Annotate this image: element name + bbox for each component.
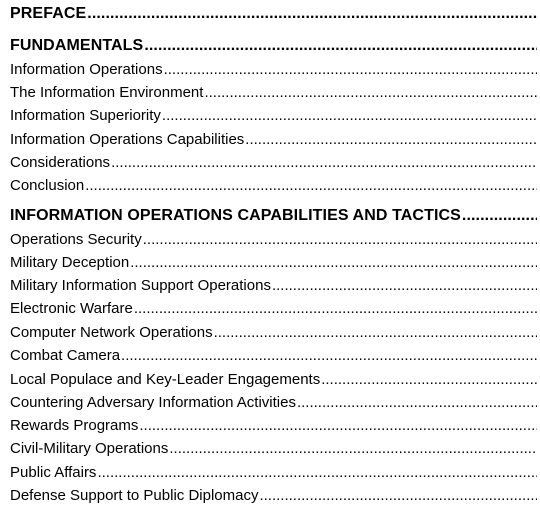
dot-leader bbox=[121, 347, 537, 364]
toc-entry-label: Information Superiority bbox=[10, 107, 161, 124]
toc-heading-label: PREFACE bbox=[10, 5, 87, 22]
dot-leader bbox=[139, 417, 537, 434]
toc-heading-label: INFORMATION OPERATIONS CAPABILITIES AND TACTICS bbox=[10, 207, 461, 224]
dot-leader bbox=[297, 394, 537, 411]
toc-entry-information-operations-capabilities[interactable] bbox=[10, 131, 537, 148]
toc-entry-civil-military-operations[interactable] bbox=[10, 440, 537, 457]
dot-leader bbox=[214, 324, 537, 341]
toc-entry-operations-security[interactable] bbox=[10, 231, 537, 248]
toc-entry-label: The Information Environment bbox=[10, 84, 204, 101]
dot-leader bbox=[143, 231, 537, 248]
toc-entry-label: Considerations bbox=[10, 154, 111, 171]
toc-entry-label: Electronic Warfare bbox=[10, 300, 133, 317]
dot-leader bbox=[162, 107, 537, 124]
toc-entry-information-superiority[interactable] bbox=[10, 107, 537, 124]
toc-entry-label: Information Operations bbox=[10, 61, 163, 78]
dot-leader bbox=[204, 84, 537, 101]
toc-entry-electronic-warfare[interactable] bbox=[10, 300, 537, 317]
toc-heading-preface[interactable] bbox=[10, 5, 537, 23]
toc-entry-label: Conclusion bbox=[10, 177, 85, 194]
toc-entry-label: Civil-Military Operations bbox=[10, 440, 169, 457]
dot-leader bbox=[134, 300, 537, 317]
dot-leader bbox=[245, 131, 537, 148]
dot-leader bbox=[111, 154, 537, 171]
toc-entry-label: Military Deception bbox=[10, 254, 130, 271]
toc-heading-fundamentals[interactable] bbox=[10, 37, 537, 55]
toc-entry-label: Military Information Support Operations bbox=[10, 277, 271, 294]
toc-entry-label: Rewards Programs bbox=[10, 417, 139, 434]
toc-entry-label: Computer Network Operations bbox=[10, 324, 213, 341]
toc-entry-considerations[interactable] bbox=[10, 154, 537, 171]
toc-entry-label: Defense Support to Public Diplomacy bbox=[10, 487, 259, 504]
toc-entry-military-information-support-operations[interactable] bbox=[10, 277, 537, 294]
toc-entry-label: Combat Camera bbox=[10, 347, 121, 364]
toc-entry-military-deception[interactable] bbox=[10, 254, 537, 271]
dot-leader bbox=[130, 254, 537, 271]
toc-entry-information-environment[interactable] bbox=[10, 84, 537, 101]
dot-leader bbox=[97, 464, 537, 481]
toc-entry-label: Information Operations Capabilities bbox=[10, 131, 245, 148]
dot-leader bbox=[164, 61, 537, 78]
toc-entry-label: Public Affairs bbox=[10, 464, 97, 481]
toc-entry-local-populace-key-leader-engagements[interactable] bbox=[10, 371, 537, 388]
toc-entry-information-operations[interactable] bbox=[10, 61, 537, 78]
toc-entry-defense-support-public-diplomacy[interactable] bbox=[10, 487, 537, 504]
toc-entry-computer-network-operations[interactable] bbox=[10, 324, 537, 341]
dot-leader bbox=[169, 440, 537, 457]
toc-heading-label: FUNDAMENTALS bbox=[10, 37, 144, 54]
dot-leader bbox=[321, 371, 537, 388]
toc-entry-combat-camera[interactable] bbox=[10, 347, 537, 364]
dot-leader bbox=[85, 177, 537, 194]
toc-entry-public-affairs[interactable] bbox=[10, 464, 537, 481]
dot-leader bbox=[87, 5, 537, 23]
toc-entry-label: Countering Adversary Information Activities bbox=[10, 394, 296, 411]
toc-entry-countering-adversary-information-activities[interactable] bbox=[10, 394, 537, 411]
dot-leader bbox=[462, 207, 537, 225]
toc-entry-rewards-programs[interactable] bbox=[10, 417, 537, 434]
toc-entry-conclusion[interactable] bbox=[10, 177, 537, 194]
dot-leader bbox=[272, 277, 537, 294]
dot-leader bbox=[144, 37, 537, 55]
toc-entry-label: Operations Security bbox=[10, 231, 142, 248]
toc-entry-label: Local Populace and Key-Leader Engagements bbox=[10, 371, 321, 388]
toc-heading-capabilities-and-tactics[interactable] bbox=[10, 207, 537, 225]
dot-leader bbox=[259, 487, 537, 504]
